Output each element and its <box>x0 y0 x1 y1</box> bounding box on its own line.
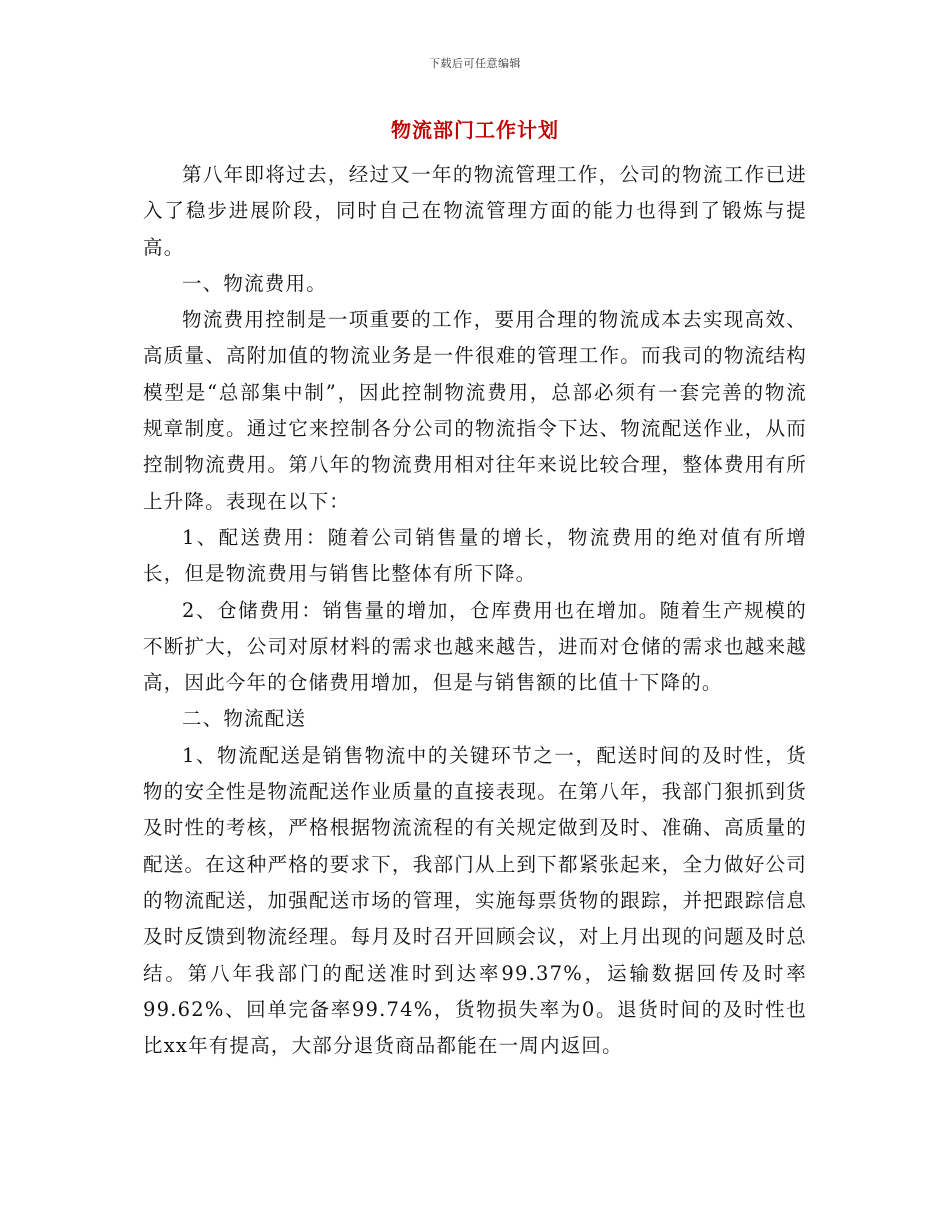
document-body <box>143 157 807 1064</box>
page-title: 物流部门工作计划 <box>391 118 559 142</box>
section-heading-logistics-cost: 一、物流费用。 <box>182 271 327 295</box>
header-note: 下载后可任意编辑 <box>429 57 521 70</box>
paragraph-delivery-cost: 1、配送费用：随着公司销售量的增长，物流费用的绝对值有所增长，但是物流费用与销售比整体有所下降。 <box>143 525 807 586</box>
paragraph-cost-control: 物流费用控制是一项重要的工作，要用合理的物流成本去实现高效、高质量、高附加值的物流业务是一件很难的管理工作。而我司的物流结构模型是“总部集中制”，因此控制物流费用，总部必须有一套完善的物流规章制度。通过它来控制各分公司的物流指令下达、物流配送作业，从而控制物流费用。第八年的物流费用相对往年来说比较合理，整体费用有所上升降。表现在以下： <box>143 308 807 513</box>
section-heading-logistics-delivery: 二、物流配送 <box>182 707 307 731</box>
paragraph-storage-cost: 2、仓储费用：销售量的增加，仓库费用也在增加。随着生产规模的不断扩大，公司对原材料的需求也越来越告，进而对仓储的需求也越来越高，因此今年的仓储费用增加，但是与销售额的比值十下降的。 <box>143 598 807 695</box>
paragraph-delivery-performance: 1、物流配送是销售物流中的关键环节之一，配送时间的及时性，货物的安全性是物流配送作业质量的直接表现。在第八年，我部门狠抓到货及时性的考核，严格根据物流流程的有关规定做到及时、准确、高质量的配送。在这种严格的要求下，我部门从上到下都紧张起来，全力做好公司的物流配送，加强配送市场的管理，实施每票货物的跟踪，并把跟踪信息及时反馈到物流经理。每月及时召开回顾会议，对上月出现的问题及时总结。第八年我部门的配送准时到达率99.37%，运输数据回传及时率99.62%、回单完备率99.74%，货物损失率为0。退货时间的及时性也比xx年有提高，大部分退货商品都能在一周内返回。 <box>143 743 807 1058</box>
paragraph-intro: 第八年即将过去，经过又一年的物流管理工作，公司的物流工作已进入了稳步进展阶段，同时自己在物流管理方面的能力也得到了锻炼与提高。 <box>143 163 807 259</box>
